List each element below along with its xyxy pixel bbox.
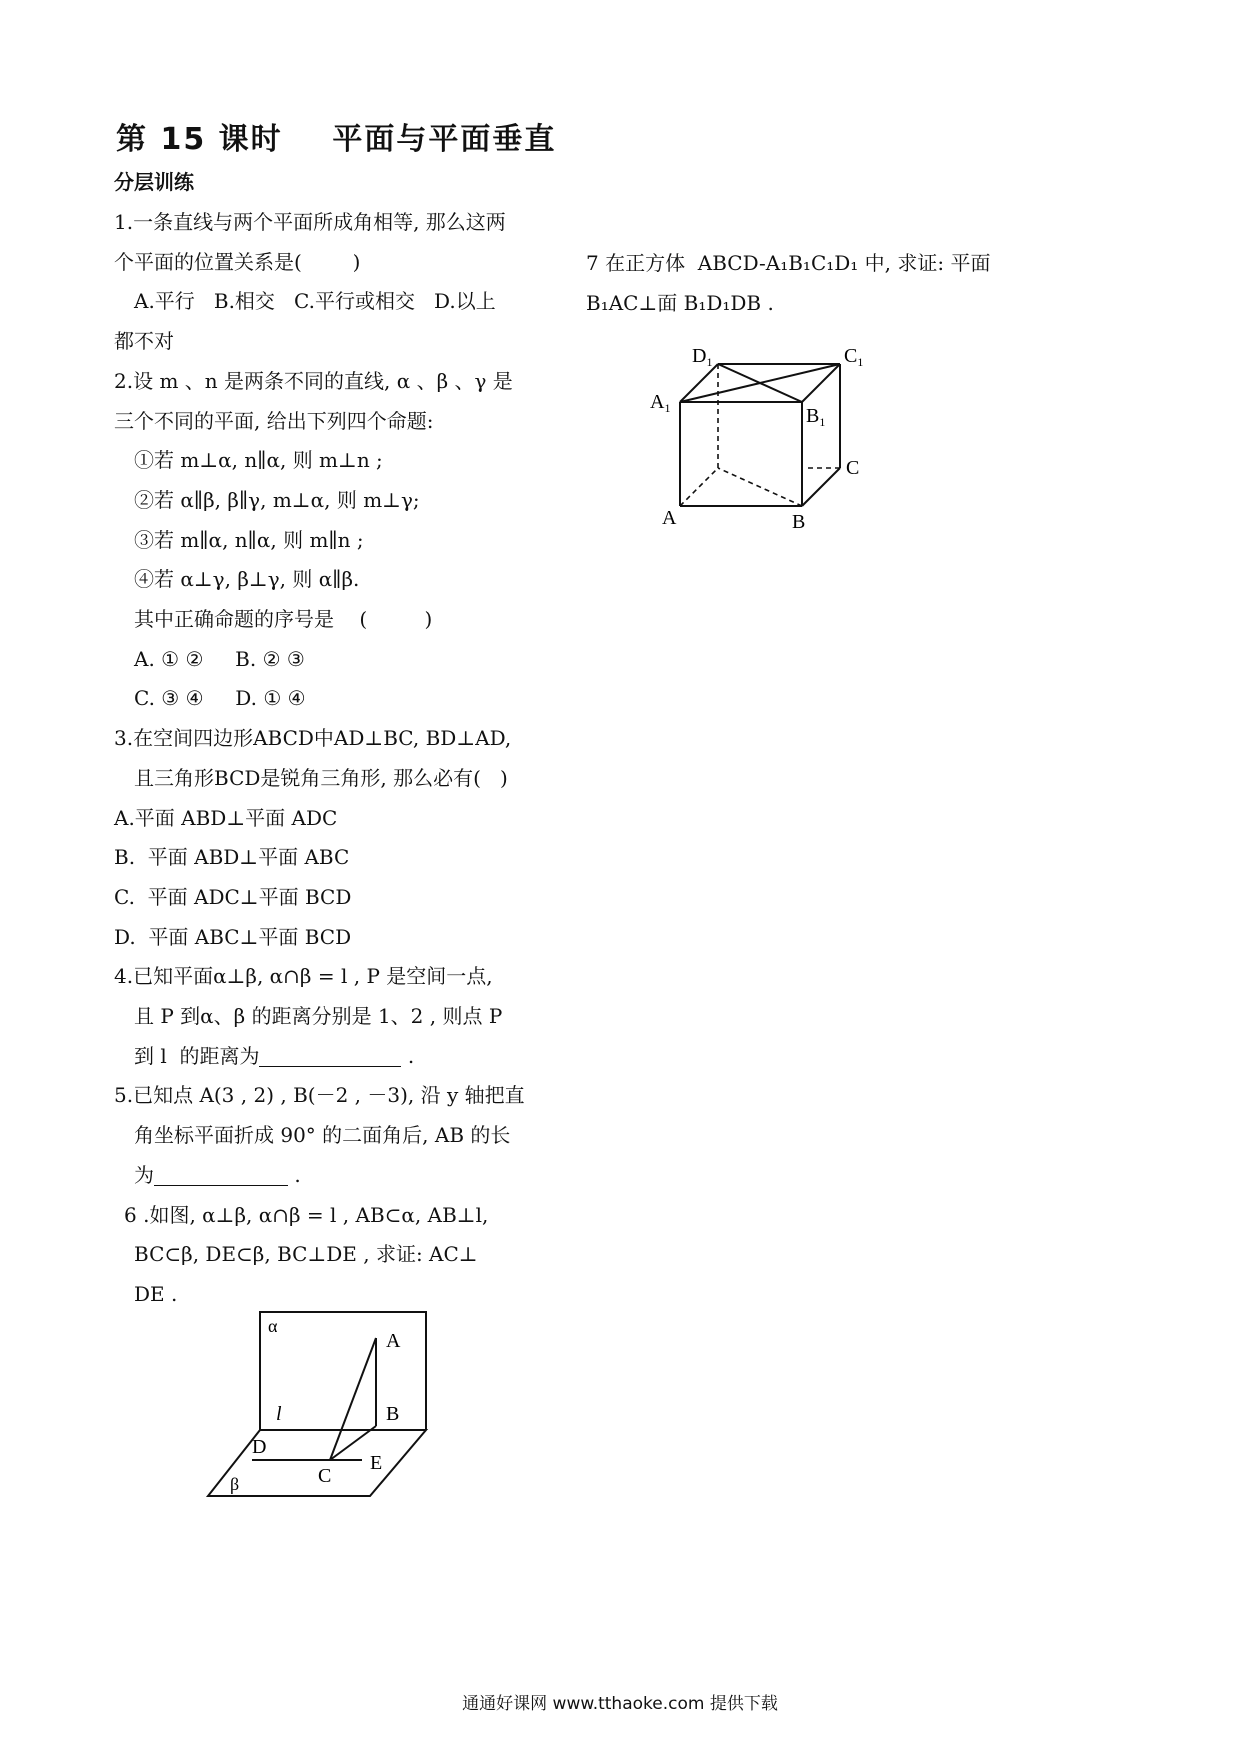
q3-option-a: A.平面 ABD⊥平面 ADC <box>114 805 338 830</box>
q4-line-3-text: 到 l 的距离为 <box>134 1043 260 1068</box>
q2-line-2: 三个不同的平面, 给出下列四个命题: <box>114 408 434 433</box>
q2-prompt: 其中正确命题的序号是 ( ) <box>134 607 433 632</box>
label-c1-sub: 1 <box>857 355 864 369</box>
label-beta: β <box>230 1474 240 1494</box>
label-b1-letter: B <box>806 405 820 427</box>
diagonal-b1d1 <box>718 364 802 402</box>
label-a: A <box>662 507 677 529</box>
exercise-column-left <box>114 203 554 1315</box>
q6-line-3: DE . <box>134 1281 178 1306</box>
q4-line-2: 且 P 到α、β 的距离分别是 1、2 , 则点 P <box>134 1004 503 1029</box>
label-c1-letter: C <box>844 345 858 367</box>
q1-line-2: 个平面的位置关系是( ) <box>114 249 361 274</box>
beta-plane-outline <box>208 1430 426 1496</box>
q5-line-2: 角坐标平面折成 90° 的二面角后, AB 的长 <box>134 1123 511 1148</box>
q6-line-1: 6 .如图, α⊥β, α∩β = l , AB⊂α, AB⊥l, <box>124 1202 489 1227</box>
q2-options-cd: C. ③ ④ D. ① ④ <box>134 686 306 711</box>
q2-proposition-1: ①若 m⊥α, n∥α, 则 m⊥n ; <box>134 448 383 473</box>
q7-line-1: 7 在正方体 ABCD-A₁B₁C₁D₁ 中, 求证: 平面 <box>586 251 991 275</box>
q5-line-3-text: 为 <box>134 1162 154 1187</box>
segment-ac <box>330 1338 376 1460</box>
q6-line-2: BC⊂β, DE⊂β, BC⊥DE , 求证: AC⊥ <box>134 1242 478 1267</box>
edge-d1a1 <box>680 364 718 402</box>
label-b1 <box>806 405 825 429</box>
q3-line-1: 3.在空间四边形ABCD中AD⊥BC, BD⊥AD, <box>114 726 512 751</box>
q6-figure <box>200 1310 440 1500</box>
q4-line-3 <box>114 1037 554 1077</box>
label-a1-sub: 1 <box>664 401 671 415</box>
q3-option-b: B. 平面 ABD⊥平面 ABC <box>114 845 350 870</box>
label-d1-sub: 1 <box>706 355 713 369</box>
q2-options-ab: A. ① ② B. ② ③ <box>134 646 305 671</box>
q3-option-d: D. 平面 ABC⊥平面 BCD <box>114 924 352 949</box>
label-d: D <box>252 1436 267 1458</box>
q4-line-1: 4.已知平面α⊥β, α∩β = l , P 是空间一点, <box>114 964 493 989</box>
label-d1 <box>692 345 712 369</box>
q3-option-c: C. 平面 ADC⊥平面 BCD <box>114 884 352 909</box>
edge-bc <box>802 468 840 506</box>
label-l: l <box>276 1403 282 1425</box>
label-c: C <box>318 1465 332 1487</box>
hidden-diagonal-bd <box>718 468 802 506</box>
label-alpha: α <box>268 1316 278 1336</box>
q4-answer-blank <box>259 1044 401 1067</box>
label-c: C <box>846 457 860 479</box>
q1-options-cont: 都不对 <box>114 329 174 354</box>
q5-answer-blank <box>154 1163 288 1186</box>
q2-proposition-4: ④若 α⊥γ, β⊥γ, 则 α∥β. <box>134 567 360 592</box>
label-b1-sub: 1 <box>819 415 826 429</box>
q5-line-1: 5.已知点 A(3 , 2) , B(－2 , －3), 沿 y 轴把直 <box>114 1083 525 1108</box>
label-b: B <box>792 511 806 533</box>
exercise-column-right <box>586 244 1026 323</box>
section-heading: 分层训练 <box>114 170 194 194</box>
q2-proposition-2: ②若 α∥β, β∥γ, m⊥α, 则 m⊥γ; <box>134 487 420 512</box>
q4-line-3-end: . <box>401 1043 415 1068</box>
label-a1 <box>650 391 670 415</box>
q7-cube-figure <box>640 342 880 542</box>
q5-line-3 <box>114 1156 554 1196</box>
label-c1 <box>844 345 863 369</box>
q2-proposition-3: ③若 m∥α, n∥α, 则 m∥n ; <box>134 527 364 552</box>
hidden-diagonal-ad <box>680 468 718 506</box>
lesson-title: 第 15 课时 平面与平面垂直 <box>116 122 557 157</box>
q7-line-2: B₁AC⊥面 B₁D₁DB . <box>586 290 774 315</box>
page-footer: 通通好课网 www.tthaoke.com 提供下载 <box>462 1694 778 1714</box>
label-d1-letter: D <box>692 345 707 367</box>
q2-line-1: 2.设 m 、n 是两条不同的直线, α 、β 、γ 是 <box>114 368 513 393</box>
q5-line-3-end: . <box>288 1162 301 1187</box>
label-e: E <box>370 1452 383 1474</box>
q1-line-1: 1.一条直线与两个平面所成角相等, 那么这两 <box>114 210 506 234</box>
label-a1-letter: A <box>650 391 665 413</box>
alpha-plane-outline <box>260 1312 426 1430</box>
edge-b1c1 <box>802 364 840 402</box>
q1-options: A.平行 B.相交 C.平行或相交 D.以上 <box>134 289 496 314</box>
q3-line-2: 且三角形BCD是锐角三角形, 那么必有( ) <box>134 765 508 790</box>
label-b: B <box>386 1403 400 1425</box>
label-a: A <box>386 1330 401 1352</box>
